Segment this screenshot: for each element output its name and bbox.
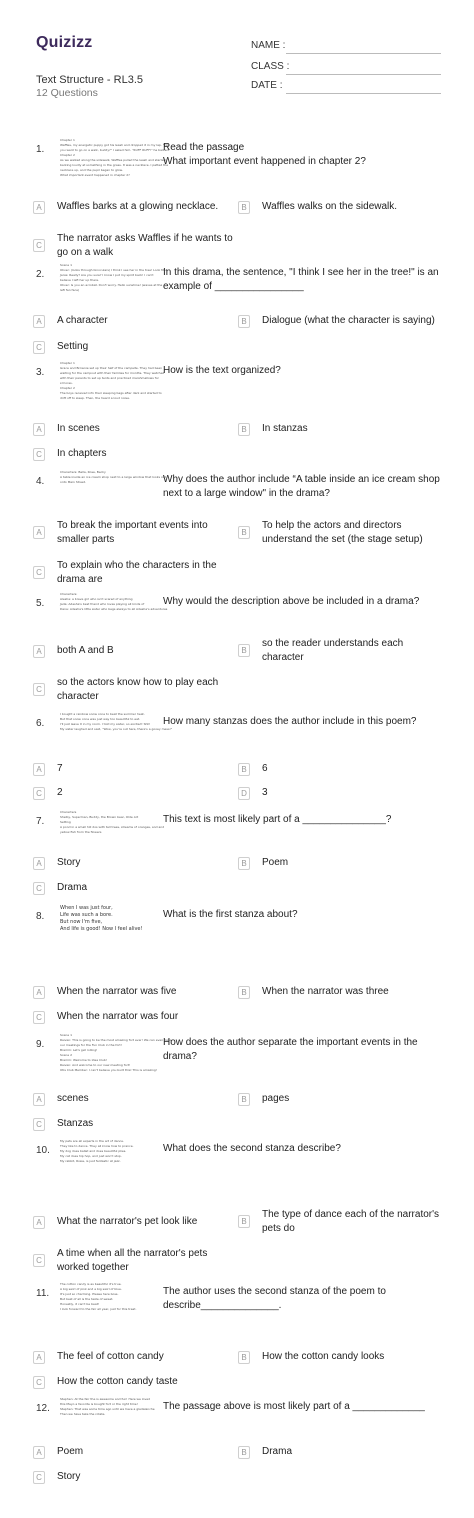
text-line: Characters: Bella, Rose, Becky — [60, 470, 106, 474]
option-letter-box: C — [33, 239, 45, 252]
text-line: 6 — [262, 763, 268, 774]
text-line: Why would the description above be included in a drama? — [163, 596, 420, 607]
text-line: What important event happened in chapter 2? — [163, 156, 366, 167]
option-letter-box: B — [238, 526, 250, 539]
option-letter-box: A — [33, 526, 45, 539]
question-text — [163, 1285, 443, 1313]
text-line: But that snow cone was just way too beautiful to eat. — [60, 717, 141, 721]
option-text — [57, 200, 242, 214]
text-line: Raiven: This is going to be the most amazing fort ever! We can even have — [60, 1038, 172, 1042]
text-line: character — [57, 691, 99, 702]
question-text — [163, 715, 443, 729]
option-text — [262, 314, 447, 328]
option-text — [57, 1215, 242, 1229]
text-line: What is the first stanza about? — [163, 909, 298, 920]
question-number: 4. — [36, 476, 45, 487]
text-line: When I was just four, — [60, 905, 113, 911]
name-field-label: NAME : — [251, 40, 286, 51]
question-text — [163, 908, 443, 922]
option-letter-box: B — [238, 315, 250, 328]
option-text — [57, 1470, 242, 1484]
text-line: smaller parts — [57, 534, 115, 545]
text-line: To explain who the characters in the — [57, 560, 217, 571]
text-line: In scenes — [57, 423, 100, 434]
passage-thumbnail — [60, 361, 165, 401]
text-line: What important event happened in chapter 2? — [60, 173, 130, 177]
text-line: both A and B — [57, 645, 114, 656]
text-line: How many stanzas does the author include in this poem? — [163, 716, 417, 727]
text-line: s'mores. — [60, 381, 73, 385]
text-line: scenes — [57, 1093, 89, 1104]
text-line: worked together — [57, 1262, 129, 1273]
question-number: 6. — [36, 718, 45, 729]
text-line: My cat does hip hop, and just won't stop. — [60, 1154, 122, 1158]
text-line: Dialogue (what the character is saying) — [262, 315, 435, 326]
text-line: Characters — [60, 810, 77, 814]
option-text — [57, 1247, 242, 1275]
text-line: When the narrator was five — [57, 986, 177, 997]
passage-thumbnail — [60, 1139, 156, 1164]
option-letter-box: A — [33, 423, 45, 436]
text-line: I look forward to the fair all year, just for this treat. — [60, 1307, 137, 1311]
text-line: Poem — [262, 857, 289, 868]
text-line: our meetings for the Fun Club in the fort! — [60, 1043, 122, 1047]
name-field[interactable] — [251, 40, 441, 54]
option-text — [57, 559, 242, 587]
option-letter-box: B — [238, 763, 250, 776]
option-text — [57, 447, 242, 461]
option-letter-box: B — [238, 423, 250, 436]
text-line: To help the actors and directors — [262, 520, 402, 531]
text-line: Dana: Adesha's little sister who begs always to all Adesha's adventures — [60, 607, 168, 611]
text-line: How is the text organized? — [163, 365, 281, 376]
option-text — [57, 644, 242, 658]
text-line: The narrator asks Waffles if he wants to — [57, 233, 233, 244]
text-line: How does the author separate the important events in the — [163, 1037, 418, 1048]
option-letter-box: D — [238, 787, 250, 800]
option-text — [57, 856, 242, 870]
passage-thumbnail — [60, 592, 168, 612]
passage-thumbnail — [60, 138, 170, 178]
option-text — [57, 1117, 242, 1131]
question-number: 2. — [36, 269, 45, 280]
worksheet-title: Text Structure - RL3.5 — [36, 74, 143, 86]
text-line: Honestly, it can't be beat! — [60, 1302, 100, 1306]
text-line: The feel of cotton candy — [57, 1351, 164, 1362]
text-line: My rabbit, Rosie, is just fantastic at jazz. — [60, 1159, 121, 1163]
passage-thumbnail — [60, 1397, 156, 1417]
class-field[interactable] — [251, 61, 441, 75]
passage-thumbnail — [60, 263, 167, 293]
option-letter-box: C — [33, 1118, 45, 1131]
question-number: 8. — [36, 911, 45, 922]
option-letter-box: B — [238, 986, 250, 999]
passage-thumbnail — [60, 810, 165, 835]
text-line: The author uses the second stanza of the poem to — [163, 1286, 386, 1297]
text-line: The type of dance each of the narrator's — [262, 1209, 440, 1220]
text-line: so the actors know how to play each — [57, 677, 219, 688]
question-text — [163, 1036, 443, 1064]
text-line: waiting for the campout with their families for months. They watched — [60, 371, 165, 375]
question-text — [163, 1142, 443, 1156]
text-line: Waffles barks at a glowing necklace. — [57, 201, 219, 212]
text-line: It's just so charming. Please here boss. — [60, 1292, 119, 1296]
option-text — [57, 519, 242, 547]
option-text — [262, 1092, 447, 1106]
option-text — [262, 985, 447, 999]
text-line: A time when all the narrator's pets — [57, 1248, 208, 1259]
option-letter-box: C — [33, 566, 45, 579]
text-line: Scene 2 — [60, 1053, 73, 1057]
text-line: drift off to sleep. Then, the heard a loud noise. — [60, 396, 130, 400]
text-line: The boys received info their sleeping bags after dark and started to — [60, 391, 162, 395]
text-line: My sister laughed and said, "Wow, you're out here, there's a gooey mess!" — [60, 727, 173, 731]
question-number: 12. — [36, 1403, 50, 1414]
option-text — [262, 519, 447, 547]
text-line: Stephen: That was some time ago until we have a gladalanche — [60, 1407, 155, 1411]
option-text — [57, 314, 242, 328]
text-line: A big swirl of pink and a big swirl of blue. — [60, 1287, 122, 1291]
text-line: pets do — [262, 1223, 295, 1234]
text-line: believe I left her up there. — [60, 278, 100, 282]
option-text — [262, 762, 447, 776]
text-line: To break the important events into — [57, 520, 208, 531]
text-line: Oliver: (looks through binoculars) I think I see her in the tree! Look Ma! — [60, 268, 167, 272]
option-letter-box: C — [33, 1011, 45, 1024]
question-text — [163, 473, 443, 501]
option-text — [57, 1350, 242, 1364]
option-text — [57, 1092, 242, 1106]
text-line: left fan face) — [60, 288, 80, 292]
option-text — [57, 232, 242, 260]
text-line: onto Main Street. — [60, 480, 86, 484]
text-line: Grace and Brownie set up their half of the campsite. They had been — [60, 366, 163, 370]
option-letter-box: B — [238, 1351, 250, 1364]
worksheet-header — [0, 0, 474, 110]
text-line: My pets are all experts in the art of dance. — [60, 1139, 124, 1143]
text-line: Alesha: a brave girl who isn't scared of anything — [60, 597, 133, 601]
passage-thumbnail — [60, 1033, 172, 1073]
option-letter-box: A — [33, 986, 45, 999]
option-text — [57, 1010, 242, 1024]
text-line: Chapter 1 — [60, 361, 75, 365]
text-line: They like to dance. They all know how to prance. — [60, 1144, 134, 1148]
text-line: My dog does ballet and does beautiful plies. — [60, 1149, 127, 1153]
question-text — [163, 141, 443, 169]
passage-thumbnail — [60, 905, 156, 933]
option-letter-box: A — [33, 315, 45, 328]
option-letter-box: A — [33, 1446, 45, 1459]
option-letter-box: A — [33, 1216, 45, 1229]
option-letter-box: A — [33, 1093, 45, 1106]
text-line: Chapter 1 — [60, 138, 75, 142]
text-line: Drama — [262, 1446, 293, 1457]
option-letter-box: B — [238, 1093, 250, 1106]
text-line: How the cotton candy taste — [57, 1376, 178, 1387]
option-text — [57, 786, 242, 800]
option-letter-box: A — [33, 645, 45, 658]
text-line: In chapters — [57, 448, 107, 459]
question-number: 3. — [36, 367, 45, 378]
question-text — [163, 813, 443, 827]
option-letter-box: C — [33, 1254, 45, 1267]
date-field[interactable] — [251, 80, 441, 94]
text-line: As we walked along the sidewalk, Waffles pulled the leash and started — [60, 158, 166, 162]
text-line: character — [262, 652, 304, 663]
option-text — [262, 856, 447, 870]
text-line: so the reader understands each — [262, 638, 404, 649]
option-letter-box: A — [33, 857, 45, 870]
option-text — [262, 1208, 447, 1236]
text-line: Shelby, Superman, Buddy, the Brown bear, Olde Art — [60, 815, 139, 819]
text-line: with their parents to set up tents and practiced marshmallows for — [60, 376, 159, 380]
text-line: example of ________________ — [163, 281, 304, 292]
text-line: And life is good! Now I feel alive! — [60, 926, 143, 932]
text-line: 7 — [57, 763, 63, 774]
passage-thumbnail — [60, 712, 173, 732]
text-line: Waffles, my energetic puppy got his leash and dropped it in my lap. "Do — [60, 143, 169, 147]
text-line: Setting — [57, 341, 89, 352]
option-text — [57, 1445, 242, 1459]
option-text — [57, 762, 242, 776]
text-line: Scene 1 — [60, 263, 73, 267]
question-text — [163, 364, 443, 378]
class-field-label: CLASS : — [251, 61, 290, 72]
text-line: pages — [262, 1093, 290, 1104]
question-number: 10. — [36, 1145, 50, 1156]
text-line: Jada: Adesha's best friend who loves playing all kinds of — [60, 602, 145, 606]
text-line: How the cotton candy looks — [262, 1351, 385, 1362]
option-letter-box: A — [33, 763, 45, 776]
text-line: A table inside an ice cream shop next to a large window that looks out — [60, 475, 166, 479]
option-text — [262, 200, 447, 214]
option-letter-box: C — [33, 1376, 45, 1389]
text-line: drama? — [163, 1051, 197, 1062]
text-line: Why does the author include “A table inside an ice cream shop — [163, 474, 440, 485]
passage-thumbnail — [60, 1282, 156, 1312]
text-line: Stephen: At the fair the is awesome and fun! Here we loved — [60, 1397, 150, 1401]
text-line: Read the passage — [163, 142, 245, 153]
text-line: you want to go on a walk, buddy?" I asked him. "RUFF RUFF!" he barked. — [60, 148, 170, 152]
text-line: What does the second stanza describe? — [163, 1143, 341, 1154]
option-letter-box: B — [238, 857, 250, 870]
option-letter-box: C — [33, 341, 45, 354]
text-line: Then we have take the rotate. — [60, 1412, 106, 1416]
question-text — [163, 595, 443, 609]
name-field-line — [286, 53, 441, 54]
text-line: When the narrator was three — [262, 986, 389, 997]
option-letter-box: C — [33, 448, 45, 461]
text-line: Story — [57, 857, 81, 868]
option-letter-box: B — [238, 644, 250, 657]
text-line: Story — [57, 1471, 81, 1482]
text-line: Otis Club Member: I can't believe you built this! This is amazing! — [60, 1068, 157, 1072]
text-line: The passage above is most likely part of a _____________ — [163, 1401, 425, 1412]
text-line: Characters: — [60, 592, 78, 596]
question-number: 7. — [36, 816, 45, 827]
question-number: 11. — [36, 1288, 50, 1299]
option-text — [57, 422, 242, 436]
option-text — [262, 1350, 447, 1364]
option-text — [262, 637, 447, 665]
text-line: But now I'm five, — [60, 919, 103, 925]
option-letter-box: B — [238, 1215, 250, 1228]
option-text — [262, 1445, 447, 1459]
text-line: Waffles walks on the sidewalk. — [262, 201, 398, 212]
text-line: 3 — [262, 787, 268, 798]
option-text — [262, 422, 447, 436]
text-line: The cotton candy is as beautiful it's true. — [60, 1282, 122, 1286]
text-line: drama are — [57, 574, 103, 585]
question-number: 9. — [36, 1039, 45, 1050]
text-line: Raiven: And welcome to our new meeting fort! — [60, 1063, 131, 1067]
text-line: I'll just leave it in my room. I told my sister, so excited! Shh! — [60, 722, 151, 726]
option-letter-box: B — [238, 201, 250, 214]
text-line: But best of all is the taste of sweet. — [60, 1297, 114, 1301]
text-line: Bramm: Let's get rolling! — [60, 1048, 98, 1052]
option-letter-box: A — [33, 1351, 45, 1364]
text-line: describe______________. — [163, 1300, 282, 1311]
text-line: In stanzas — [262, 423, 308, 434]
date-field-line — [286, 93, 441, 94]
text-line: In this drama, the sentence, "I think I see her in the tree!" is an — [163, 267, 439, 278]
text-line: understand the set (the stage setup) — [262, 534, 423, 545]
text-line: Bramm: Welcome to Idea Club! — [60, 1058, 107, 1062]
text-line: Chapter 2 — [60, 386, 75, 390]
text-line: Poem — [57, 1446, 84, 1457]
option-letter-box: C — [33, 882, 45, 895]
option-text — [57, 881, 242, 895]
text-line: yellow fish from the flowers — [60, 830, 102, 834]
option-letter-box: C — [33, 1471, 45, 1484]
text-line: Chapter 2 — [60, 153, 75, 157]
date-field-label: DATE : — [251, 80, 283, 91]
question-number: 1. — [36, 144, 45, 155]
option-text — [262, 786, 447, 800]
question-text — [163, 1400, 443, 1414]
option-letter-box: C — [33, 683, 45, 696]
text-line: Scene 1 — [60, 1033, 73, 1037]
text-line: go on a walk — [57, 247, 114, 258]
text-line: Stanzas — [57, 1118, 94, 1129]
text-line: A character — [57, 315, 108, 326]
text-line: Janie: Really? Are you sure? I know I put my spirit back! I can't — [60, 273, 154, 277]
text-line: A pond in a small hill dos with tall trees, streams of oranges, and and — [60, 825, 165, 829]
text-line: I bought a rainbow snow cone to beat the summer heat. — [60, 712, 145, 716]
question-number: 5. — [36, 598, 45, 609]
text-line: Setting — [60, 820, 71, 824]
option-text — [57, 676, 242, 704]
text-line: this Mayo a favorite is bought fort or the right time! — [60, 1402, 138, 1406]
option-letter-box: C — [33, 787, 45, 800]
question-text — [163, 266, 443, 294]
text-line: 2 — [57, 787, 63, 798]
text-line: Life was such a bore. — [60, 912, 113, 918]
class-field-line — [286, 74, 441, 75]
text-line: barking loudly at something in the grass. It was a necklace. I patted the — [60, 163, 169, 167]
quizizz-logo: Quizizz — [36, 34, 93, 51]
text-line: Oliver: Is you an acrobat. Don't worry. Hello sunshine! (waves at the — [60, 283, 163, 287]
text-line: necklace up, and the pupil began to glow. — [60, 168, 123, 172]
passage-thumbnail — [60, 470, 166, 485]
text-line: When the narrator was four — [57, 1011, 179, 1022]
text-line: This text is most likely part of a _______________? — [163, 814, 392, 825]
option-text — [57, 985, 242, 999]
option-text — [57, 340, 242, 354]
text-line: Drama — [57, 882, 88, 893]
option-letter-box: A — [33, 201, 45, 214]
question-count: 12 Questions — [36, 87, 98, 99]
text-line: What the narrator's pet look like — [57, 1216, 198, 1227]
text-line: next to a large window" in the drama? — [163, 488, 330, 499]
option-text — [57, 1375, 242, 1389]
option-letter-box: B — [238, 1446, 250, 1459]
